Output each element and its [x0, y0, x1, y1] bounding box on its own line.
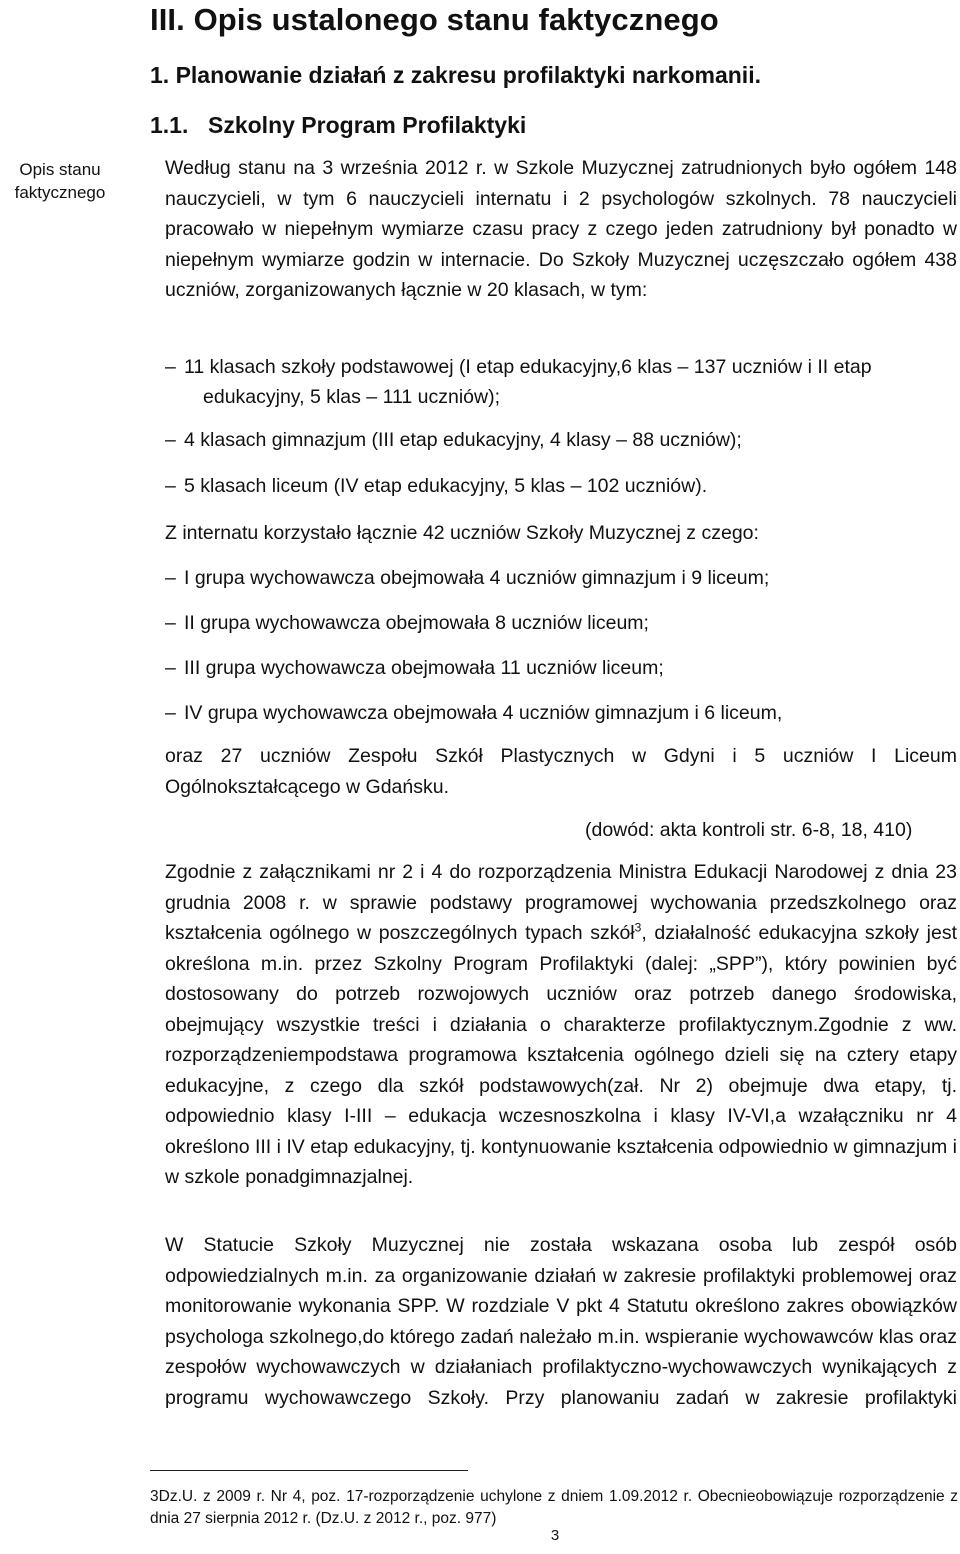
list-item-text: II grupa wychowawcza obejmowała 8 uczniów liceum;: [184, 612, 649, 634]
page-number: 3: [550, 1527, 560, 1544]
subsubsection-number: 1.1.: [150, 112, 189, 138]
list-item-class: [165, 352, 872, 382]
evidence-reference: (dowód: akta kontroli str. 6-8, 18, 410): [585, 819, 913, 841]
section-heading: III. Opis ustalonego stanu faktycznego: [150, 2, 719, 37]
list-item-text: I grupa wychowawcza obejmowała 4 uczniów gimnazjum i 9 liceum;: [184, 567, 770, 589]
list-dash: –: [165, 567, 176, 589]
list-dash: –: [165, 475, 176, 497]
list-item-group: [165, 653, 664, 683]
paragraph-staff: Według stanu na 3 września 2012 r. w Szkole Muzycznej zatrudnionych było ogółem 148 nauczycieli, w tym 6 nauczycieli internatu i 2 psychologów szkolnych. 78 nauczycieli pracowało w niepełnym wymiarze czasu pracy z czego jeden zatrudniony był ponadto w niepełnym wymiarze godzin w internacie. Do Szkoły Muzycznej uczęszczało ogółem 438 uczniów, zorganizowanych łącznie w 20 klasach, w tym:: [165, 157, 957, 301]
subsubsection-heading: [150, 112, 526, 139]
list-item-text: III grupa wychowawcza obejmowała 11 uczniów liceum;: [184, 657, 664, 679]
list-item-group: [165, 563, 769, 593]
footnote-mark: 3: [150, 1488, 159, 1505]
list-item-text: 11 klasach szkoły podstawowej (I etap edukacyjny,6 klas – 137 uczniów i II etap: [184, 356, 872, 378]
margin-label-line2: faktycznego: [14, 183, 106, 202]
paragraph-statute: W Statucie Szkoły Muzycznej nie została wskazana osoba lub zespół osób odpowiedzialnych m.in. za organizowanie działań w zakresie profilaktyki problemowej oraz monitorowanie wykonania SPP. W rozdziale V pkt 4 Statutu określono zakres obowiązków psychologa szkolnego,do którego zadań należało m.in. wspieranie wychowawców klas oraz zespołów wychowawczych w działaniach profilaktyczno-wychowawczych wynikających z programu wychowawczego Szkoły. Przy planowaniu zadań w zakresie profilaktyki: [165, 1234, 957, 1409]
list-dash: –: [165, 657, 176, 679]
legal-basis-text-continued: , działalność edukacyjna szkoły jest określona m.in. przez Szkolny Program Profilaktyki (dalej: „SPP”), który powinien być dostosowany do potrzeb rozwojowych uczniów oraz potrzeb danego środowiska, obejmujący wszystkie treści i działania o charakterze profilaktycznym.Zgodnie z ww. rozporządzeniempodstawa programowa kształcenia ogólnego dzieli się na cztery etapy edukacyjne, z czego dla szkół podstawowych(zał. Nr 2) obejmuje dwa etapy, tj. odpowiednio klasy I-III – edukacja wczesnoszkolna i klasy IV-VI,a wzałączniku nr 4 określono III i IV etap edukacyjny, tj. kontynuowanie kształcenia odpowiednio w gimnazjum i w szkole ponadgimnazjalnej.: [165, 922, 957, 1188]
list-dash: –: [165, 612, 176, 634]
list-item-text: 4 klasach gimnazjum (III etap edukacyjny, 4 klasy – 88 uczniów);: [184, 429, 742, 451]
footnote-reference: 3: [634, 920, 642, 935]
list-item-continuation: edukacyjny, 5 klas – 111 uczniów);: [203, 386, 500, 408]
list-item-group: [165, 608, 649, 638]
paragraph-internat: Z internatu korzystało łącznie 42 uczniów Szkoły Muzycznej z czego:: [165, 522, 759, 544]
paragraph-other-students: oraz 27 uczniów Zespołu Szkół Plastycznych w Gdyni i 5 uczniów I Liceum Ogólnokształcącego w Gdańsku.: [165, 745, 957, 798]
list-dash: –: [165, 356, 176, 378]
list-dash: –: [165, 702, 176, 724]
subsection-heading: 1. Planowanie działań z zakresu profilaktyki narkomanii.: [150, 62, 761, 88]
list-dash: –: [165, 429, 176, 451]
footnote-text: Dz.U. z 2009 r. Nr 4, poz. 17-rozporządzenie uchylone z dniem 1.09.2012 r. Obecnieobowiązuje rozporządzenie z dnia 27 sierpnia 2012 r. (Dz.U. z 2012 r., poz. 977): [150, 1488, 958, 1527]
footnote-separator: [150, 1470, 468, 1471]
list-item-text: IV grupa wychowawcza obejmowała 4 uczniów gimnazjum i 6 liceum,: [184, 702, 783, 724]
margin-label: [0, 158, 120, 204]
list-item-text: 5 klasach liceum (IV etap edukacyjny, 5 klas – 102 uczniów).: [184, 475, 708, 497]
list-item-group: [165, 698, 782, 728]
list-item-class: [165, 471, 707, 501]
list-item-class: [165, 425, 742, 455]
legal-basis-text: Zgodnie z załącznikami nr 2 i 4 do rozporządzenia Ministra Edukacji Narodowej z dnia 23 grudnia 2008 r. w sprawie podstawy programowej wychowania przedszkolnego oraz kształcenia ogólnego w poszczególnych typach szkół: [165, 861, 957, 944]
margin-label-line1: Opis stanu: [19, 160, 101, 179]
paragraph-legal-basis: [165, 857, 957, 1193]
footnote: [150, 1486, 958, 1530]
subsubsection-title: Szkolny Program Profilaktyki: [208, 112, 527, 138]
